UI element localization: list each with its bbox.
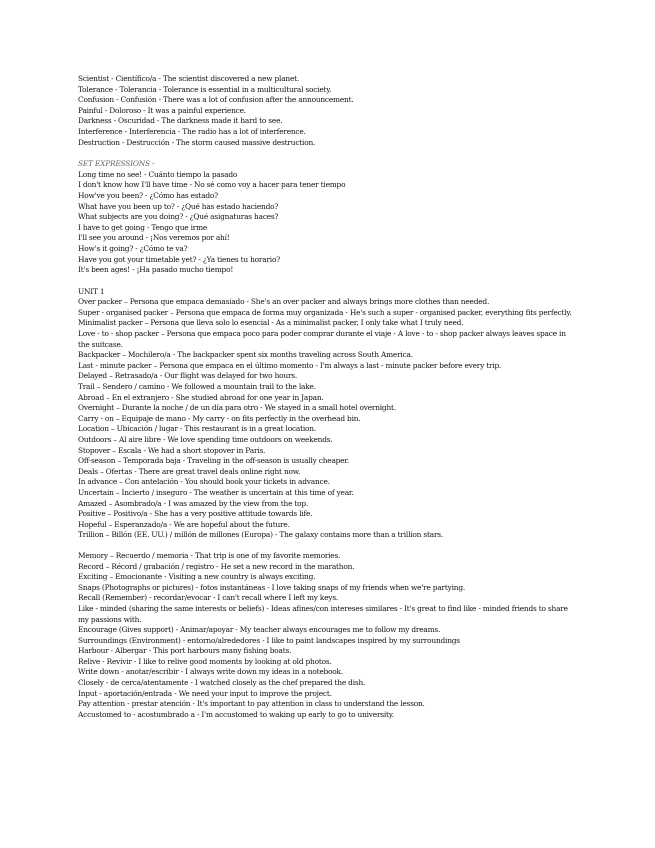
unit1-heading: UNIT 1 bbox=[78, 286, 105, 296]
text-line: Interference - Interferencia - The radio has a lot of interference. bbox=[78, 126, 306, 136]
text-line: Like - minded (sharing the same interests or beliefs) - Ideas afines/con intereses similares - It's great to find like - minded friends to share my passions with. bbox=[78, 603, 568, 624]
document-body bbox=[78, 74, 578, 720]
text-line: Outdoors – Al aire libre - We love spending time outdoors on weekends. bbox=[78, 435, 333, 444]
text-line: Pay attention - prestar atención - It's important to pay attention in class to understand the lesson. bbox=[78, 699, 425, 709]
text-line: It's been ages! - ¡Ha pasado mucho tiempo! bbox=[78, 265, 234, 275]
text-line: Snaps (Photographs or pictures) - fotos instantáneas - I love taking snaps of my friends when we're partying. bbox=[78, 582, 466, 592]
text-line: Darkness - Oscuridad - The darkness made it hard to see. bbox=[78, 116, 283, 126]
text-line: Carry - on – Equipaje de mano - My carry - on fits perfectly in the overhead bin. bbox=[78, 413, 361, 423]
text-line: Trillion – Billón (EE. UU.) / millón de millones (Europa) - The galaxy contains more than a trillion stars. bbox=[78, 530, 444, 540]
text-line: Record – Récord / grabación / registro - He set a new record in the marathon. bbox=[78, 561, 355, 571]
memory-section bbox=[78, 551, 578, 721]
text-line: Painful - Doloroso - It was a painful experience. bbox=[78, 105, 246, 115]
text-line: Destruction - Destrucción - The storm caused massive destruction. bbox=[78, 137, 316, 147]
text-line: Super - organised packer – Persona que empaca de forma muy organizada - He's such a super - organised packer, everything fits perfectly. bbox=[78, 307, 572, 317]
text-line: Amazed – Asombrado/a - I was amazed by the view from the top. bbox=[78, 498, 309, 508]
text-line: Stopover – Escala - We had a short stopover in Paris. bbox=[78, 445, 266, 455]
text-line: Accustomed to - acostumbrado a - I'm accustomed to waking up early to go to university. bbox=[78, 709, 394, 719]
vocab-section bbox=[78, 74, 578, 148]
unit1-section bbox=[78, 297, 578, 541]
text-line: Last - minute packer – Persona que empaca en el último momento - I'm always a last - minute packer before every trip. bbox=[78, 360, 502, 370]
text-line: Overnight – Durante la noche / de un día para otro - We stayed in a small hotel overnight. bbox=[78, 403, 396, 413]
set-expressions-heading: SET EXPRESSIONS - bbox=[78, 159, 155, 169]
text-line: Location – Ubicación / lugar - This restaurant is in a great location. bbox=[78, 424, 316, 434]
text-line: Encourage (Gives support) - Animar/apoyar - My teacher always encourages me to follow my dreams. bbox=[78, 625, 441, 635]
text-line: Write down - anotar/escribir - I always write down my ideas in a notebook. bbox=[78, 667, 343, 677]
text-line: How's it going? - ¿Cómo te va? bbox=[78, 243, 188, 253]
text-line: Trail – Sendero / camino - We followed a mountain trail to the lake. bbox=[78, 382, 316, 392]
text-line: Delayed – Retrasado/a - Our flight was delayed for two hours. bbox=[78, 371, 298, 381]
text-line: Positive – Positivo/a - She has a very positive attitude towards life. bbox=[78, 509, 313, 519]
text-line: I don't know how I'll have time - No sé como voy a hacer para tener tiempo bbox=[78, 180, 346, 190]
text-line: Abroad – En el extranjero - She studied abroad for one year in Japan. bbox=[78, 392, 324, 402]
text-line: What subjects are you doing? - ¿Qué asignaturas haces? bbox=[78, 212, 279, 222]
text-line: Harbour - Albergar - This port harbours many fishing boats. bbox=[78, 646, 292, 656]
text-line: Backpacker – Mochilero/a - The backpacker spent six months traveling across South America. bbox=[78, 350, 413, 360]
text-line: How've you been? - ¿Cómo has estado? bbox=[78, 190, 218, 200]
text-line: I'll see you around - ¡Nos veremos por ahí! bbox=[78, 233, 230, 243]
text-line: Surroundings (Environment) - entorno/alrededores - I like to paint landscapes inspired by my surroundings bbox=[78, 635, 460, 645]
text-line: In advance – Con antelación - You should book your tickets in advance. bbox=[78, 477, 330, 487]
text-line: Relive - Revivir - I like to relive good moments by looking at old photos. bbox=[78, 656, 332, 666]
text-line: Memory – Recuerdo / memoria - That trip is one of my favorite memories. bbox=[78, 550, 341, 560]
text-line: Long time no see! - Cuánto tiempo la pasado bbox=[78, 169, 238, 179]
text-line: Closely - de cerca/atentamente - I watched closely as the chef prepared the dish. bbox=[78, 678, 366, 688]
text-line: Over packer – Persona que empaca demasiado - She's an over packer and always brings more clothes than needed. bbox=[78, 297, 490, 307]
text-line: Recall (Remember) - recordar/evocar - I can't recall where I left my keys. bbox=[78, 593, 339, 603]
text-line: Tolerance - Tolerancia - Tolerance is essential in a multicultural society. bbox=[78, 84, 332, 94]
text-line: Have you got your timetable yet? - ¿Ya tienes tu horario? bbox=[78, 254, 280, 264]
text-line: Minimalist packer – Persona que lleva solo lo esencial - As a minimalist packer, I only take what I truly need. bbox=[78, 318, 464, 328]
text-line: Love - to - shop packer – Persona que empaca poco para poder comprar durante el viaje - A love - to - shop packer always leaves space in the suitcase. bbox=[78, 329, 566, 349]
text-line: Deals – Ofertas - There are great travel deals online right now. bbox=[78, 466, 301, 476]
text-line: Uncertain – Incierto / inseguro - The weather is uncertain at this time of year. bbox=[78, 487, 354, 497]
text-line: Exciting – Emocionante - Visiting a new country is always exciting. bbox=[78, 572, 316, 582]
set-expressions-section bbox=[78, 170, 578, 276]
text-line: What have you been up to? - ¿Qué has estado haciendo? bbox=[78, 201, 279, 211]
text-line: I have to get going - Tengo que irme bbox=[78, 222, 208, 232]
text-line: Scientist - Científico/a - The scientist discovered a new planet. bbox=[78, 74, 300, 83]
text-line: Confusion - Confusión - There was a lot of confusion after the announcement. bbox=[78, 95, 354, 105]
text-line: Hopeful – Esperanzado/a - We are hopeful about the future. bbox=[78, 519, 290, 529]
text-line: Input - aportación/entrada - We need your input to improve the project. bbox=[78, 688, 332, 698]
text-line: Off-season – Temporada baja - Traveling in the off-season is usually cheaper. bbox=[78, 456, 350, 466]
